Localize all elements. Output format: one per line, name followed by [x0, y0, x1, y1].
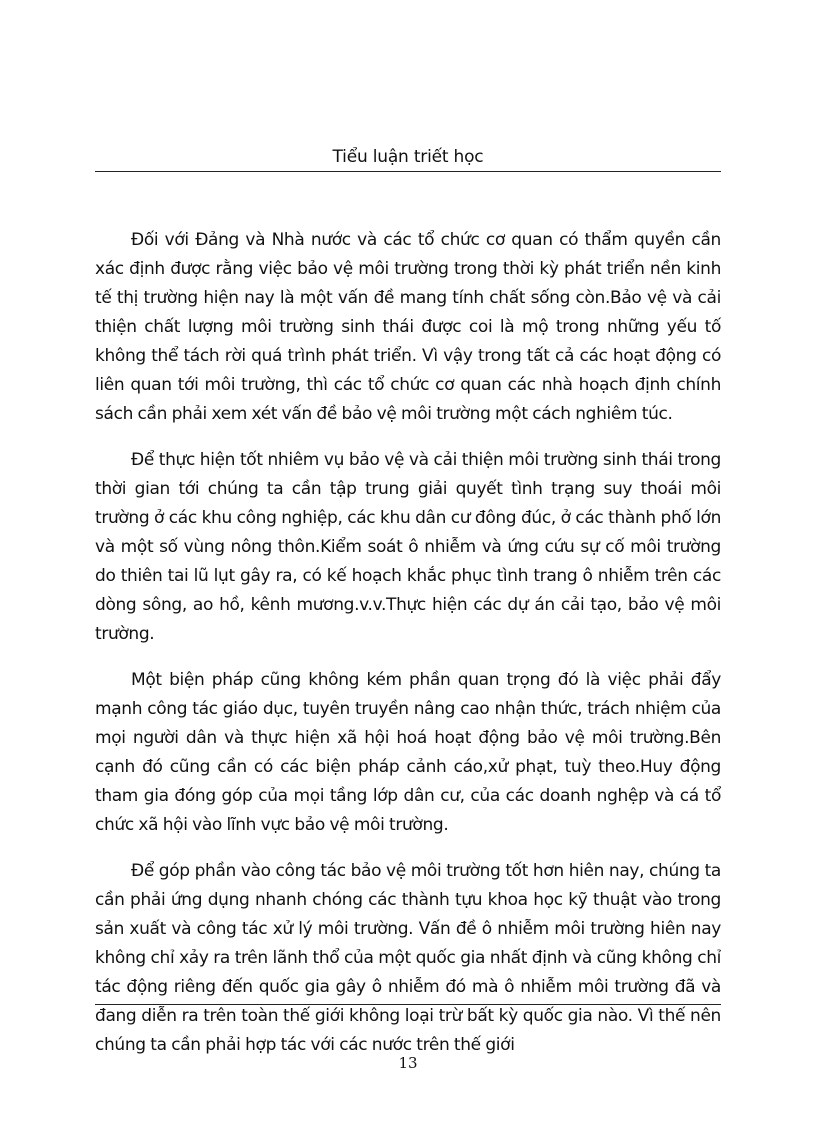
paragraph: Để góp phần vào công tác bảo vệ môi trường tốt hơn hiên nay, chúng ta cần phải ứng dụng nhanh chóng các thành tựu khoa học kỹ thuật vào trong sản xuất và công tác xử lý môi trường. Vấn đề ô nhiễm môi trường hiên nay không chỉ xảy ra trên lãnh thổ của một quốc gia nhất định và cũng không chỉ tác động riêng đến quốc gia gây ô nhiễm đó mà ô nhiễm môi trường đã và đang diễn ra trên toàn thế giới không loại trừ bất kỳ quốc gia nào. Vì thế nên chúng ta cần phải hợp tác với các nước trên thế giới	[95, 861, 721, 1055]
paragraph: Một biện pháp cũng không kém phần quan trọng đó là việc phải đẩy mạnh công tác giáo dục, tuyên truyền nâng cao nhận thức, trách nhiệm của mọi người dân và thực hiện xã hội hoá hoạt động bảo vệ môi trường.Bên cạnh đó cũng cần có các biện pháp cảnh cáo,xử phạt, tuỳ theo.Huy động tham gia đóng góp của mọi tầng lớp dân cư, của các doanh nghệp và cá tổ chức xã hội vào lĩnh vực bảo vệ môi trường.	[95, 670, 721, 835]
page-number: 13	[398, 1054, 418, 1072]
body-text	[95, 226, 721, 1060]
paragraph: Để thực hiện tốt nhiêm vụ bảo vệ và cải thiện môi trường sinh thái trong thời gian tới chúng ta cần tập trung giải quyết tình trạng suy thoái môi trường ở các khu công nghiệp, các khu dân cư đông đúc, ở các thành phố lớn và một số vùng nông thôn.Kiểm soát ô nhiễm và ứng cứu sự cố môi trường do thiên tai lũ lụt gây ra, có kế hoạch khắc phục tình trang ô nhiễm trên các dòng sông, ao hồ, kênh mương.v.v.Thực hiện các dự án cải tạo, bảo vệ môi trường.	[95, 450, 721, 644]
footer-divider	[95, 1004, 721, 1005]
paragraph: Đối với Đảng và Nhà nước và các tổ chức cơ quan có thẩm quyền cần xác định được rằng việc bảo vệ môi trường trong thời kỳ phát triển nền kinh tế thị trường hiện nay là một vấn đề mang tính chất sống còn.Bảo vệ và cải thiện chất lượng môi trường sinh thái được coi là mộ trong những yếu tố không thể tách rời quá trình phát triển. Vì vậy trong tất cả các hoạt động có liên quan tới môi trường, thì các tổ chức cơ quan các nhà hoạch định chính sách cần phải xem xét vấn đề bảo vệ môi trường một cách nghiêm túc.	[95, 230, 721, 424]
header-divider	[95, 171, 721, 172]
page-header-title: Tiểu luận triết học	[332, 147, 484, 167]
